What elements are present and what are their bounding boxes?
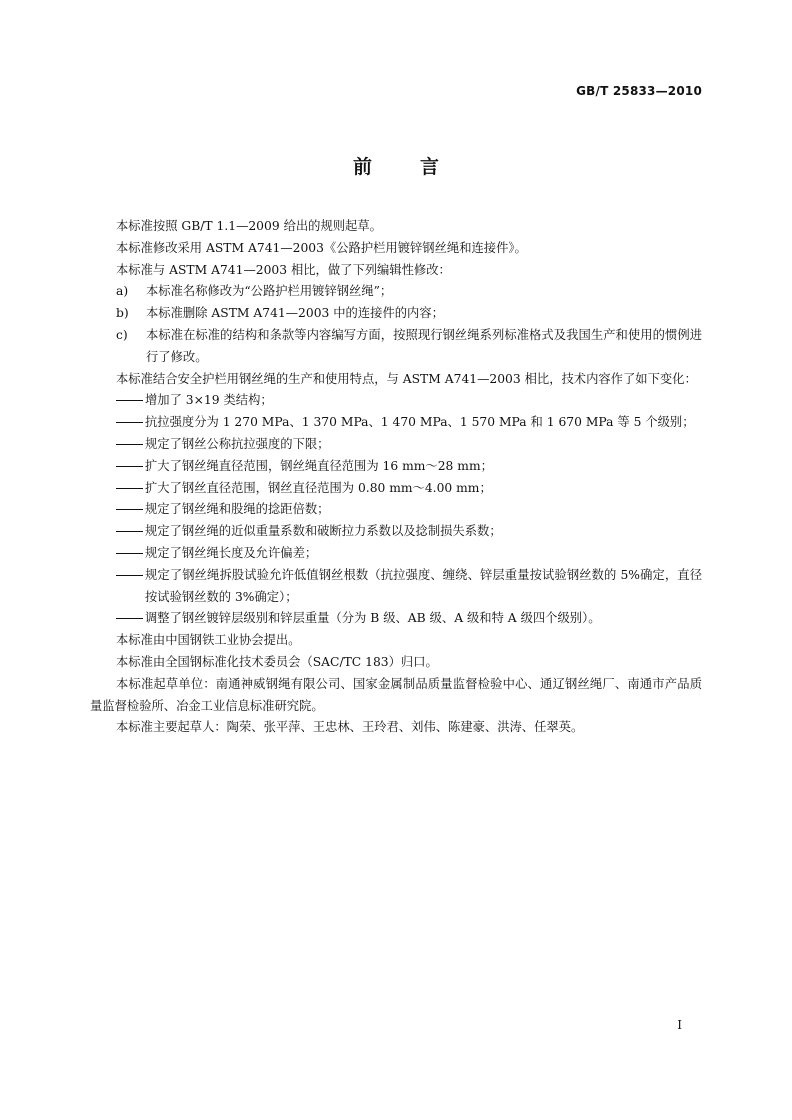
- dash-marker: [116, 575, 143, 576]
- edit-change-item: [90, 281, 702, 303]
- dash-marker: [116, 444, 143, 445]
- paragraph-tech-intro: 本标准结合安全护栏用钢丝绳的生产和使用特点，与 ASTM A741—2003 相比，技术内容作了如下变化：: [116, 371, 697, 386]
- dash-marker: [116, 618, 143, 619]
- list-marker: a): [116, 284, 129, 299]
- document-body: [90, 216, 702, 739]
- paragraph-edit-intro: 本标准与 ASTM A741—2003 相比，做了下列编辑性修改：: [116, 262, 451, 277]
- list-item-text: 抗拉强度分为 1 270 MPa、1 370 MPa、1 470 MPa、1 570 MPa 和 1 670 MPa 等 5 个级别；: [145, 415, 695, 430]
- paragraph-drafting-units: 本标准起草单位：南通神威钢绳有限公司、国家金属制品质量监督检验中心、通辽钢丝绳厂、南通市产品质量监督检验所、冶金工业信息标准研究院。: [90, 676, 702, 713]
- tech-change-item: [90, 456, 702, 478]
- page-title: 前言: [352, 156, 487, 178]
- edit-change-item: [90, 325, 702, 369]
- dash-marker: [116, 531, 143, 532]
- list-item-text: 调整了钢丝镀锌层级别和锌层重量（分为 B 级、AB 级、A 级和特 A 级四个级别）。: [145, 611, 601, 626]
- tech-change-item: [90, 478, 702, 500]
- tech-change-item: [90, 521, 702, 543]
- list-item-text: 扩大了钢丝直径范围，钢丝直径范围为 0.80 mm～4.00 mm；: [145, 480, 492, 495]
- paragraph-drafting-rule: 本标准按照 GB/T 1.1—2009 给出的规则起草。: [116, 219, 382, 233]
- list-item-text: 本标准删除 ASTM A741—2003 中的连接件的内容；: [146, 306, 444, 321]
- paragraph-adoption: 本标准修改采用 ASTM A741—2003《公路护栏用镀锌钢丝绳和连接件》。: [116, 240, 527, 255]
- dash-marker: [116, 509, 143, 510]
- list-item-text: 规定了钢丝绳的近似重量系数和破断拉力系数以及捻制损失系数；: [145, 524, 502, 539]
- tech-change-item: [90, 565, 702, 609]
- dash-marker: [116, 400, 143, 401]
- tech-change-item: [90, 412, 702, 434]
- paragraph-proposer: 本标准由中国钢铁工业协会提出。: [116, 633, 301, 648]
- list-marker: b): [116, 306, 129, 321]
- tech-change-item: [90, 499, 702, 521]
- list-item-text: 规定了钢丝公称抗拉强度的下限；: [145, 436, 330, 451]
- dash-marker: [116, 553, 143, 554]
- list-item-text: 扩大了钢丝绳直径范围，钢丝绳直径范围为 16 mm～28 mm；: [145, 458, 493, 473]
- edit-change-item: [90, 303, 702, 325]
- tech-change-item: [90, 390, 702, 412]
- list-item-text: 本标准在标准的结构和条款等内容编写方面，按照现行钢丝绳系列标准格式及我国生产和使用的惯例进行了修改。: [146, 327, 702, 364]
- page-number: I: [677, 1018, 682, 1032]
- list-item-text: 增加了 3×19 类结构；: [145, 393, 273, 408]
- list-item-text: 本标准名称修改为“公路护栏用镀锌钢丝绳”；: [146, 284, 393, 299]
- dash-marker: [116, 488, 143, 489]
- list-item-text: 规定了钢丝绳拆股试验允许低值钢丝根数（抗拉强度、缠绕、锌层重量按试验钢丝数的 5%确定，直径按试验钢丝数的 3%确定）；: [145, 567, 702, 604]
- standard-code: GB/T 25833—2010: [576, 84, 702, 98]
- paragraph-committee: 本标准由全国钢标准化技术委员会（SAC/TC 183）归口。: [116, 654, 438, 669]
- dash-marker: [116, 466, 143, 467]
- tech-change-item: [90, 608, 702, 630]
- paragraph-drafters: 本标准主要起草人：陶荣、张平萍、王忠林、王玲君、刘伟、陈建豪、洪涛、任翠英。: [116, 720, 584, 735]
- list-marker: c): [116, 327, 128, 342]
- dash-marker: [116, 422, 143, 423]
- list-item-text: 规定了钢丝绳和股绳的捻距倍数；: [145, 502, 330, 517]
- tech-change-item: [90, 543, 702, 565]
- list-item-text: 规定了钢丝绳长度及允许偏差；: [145, 545, 318, 560]
- tech-change-item: [90, 434, 702, 456]
